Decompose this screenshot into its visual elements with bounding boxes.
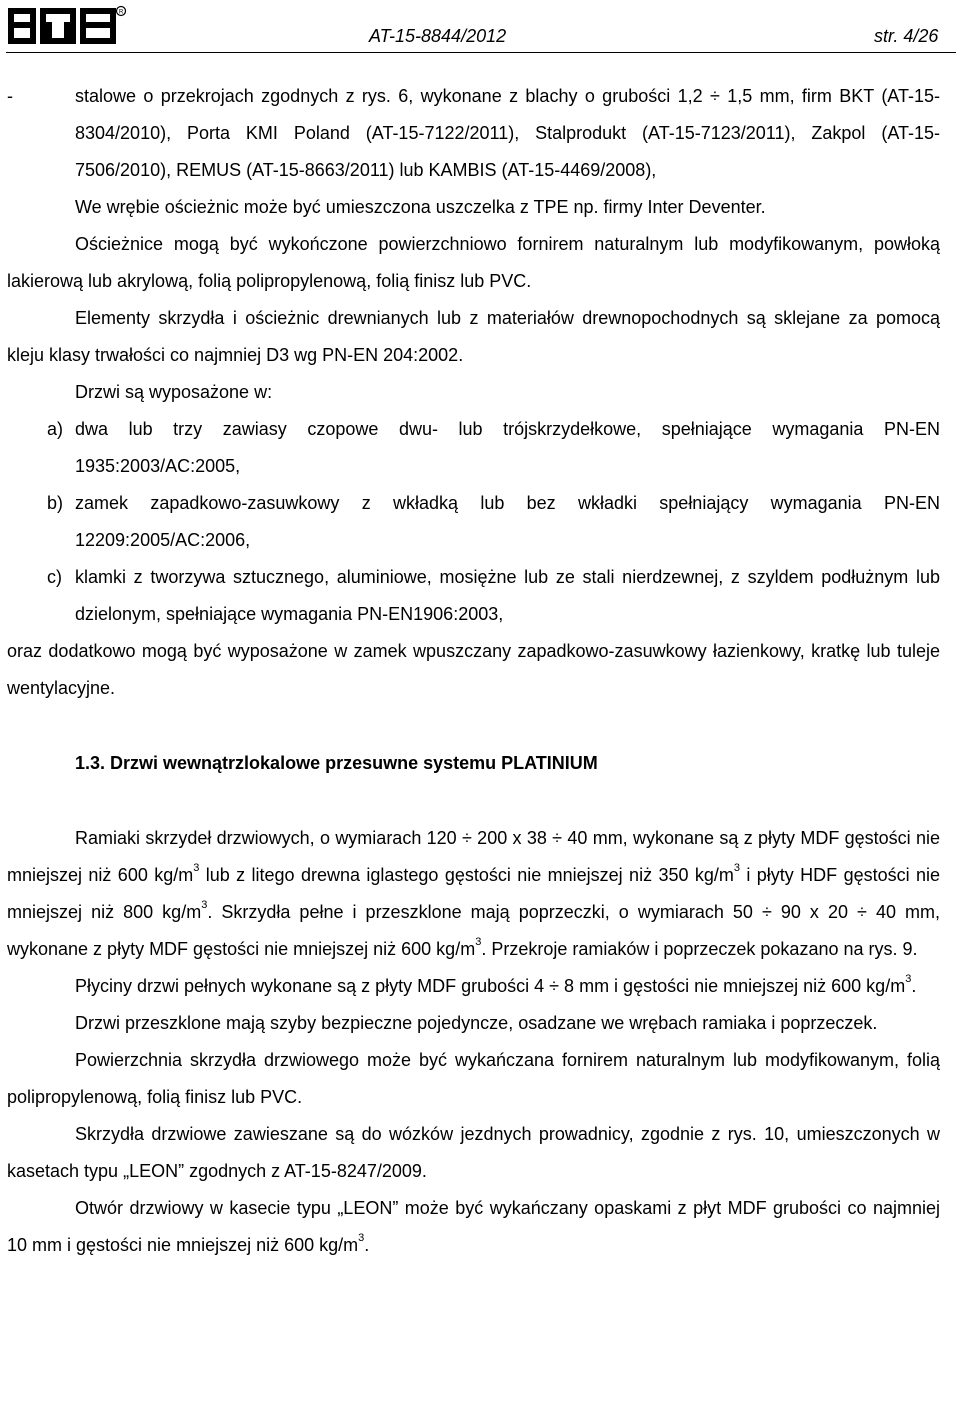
spacer [7,782,940,820]
list-item-text: zamek zapadkowo-zasuwkowy z wkładką lub bez wkładki spełniający wymagania PN-EN 12209:2005/AC:2006, [75,493,940,550]
glue-paragraph: Elementy skrzydła i ościeżnic drewnianych lub z materiałów drewnopochodnych są sklejane za pomocą kleju klasy trwałości co najmniej D3 wg PN-EN 204:2002. [7,308,940,365]
list-marker: - [7,86,13,106]
list-item-text: stalowe o przekrojach zgodnych z rys. 6, wykonane z blachy o grubości 1,2 ÷ 1,5 mm, firm BKT (AT-15-8304/2010), Porta KMI Poland (AT-15-7122/2011), Stalprodukt (AT-15-7123/2011), Zakpol (AT-15-7506/2010), REMUS (AT-15-8663/2011) lub KAMBIS (AT-15-4469/2008), [75,86,940,180]
list-item [7,485,940,559]
additional-equipment-paragraph: oraz dodatkowo mogą być wyposażone w zamek wpuszczany zapadkowo-zasuwkowy łazienkowy, kratkę lub tuleje wentylacyjne. [7,641,940,698]
section-heading: 1.3. Drzwi wewnątrzlokalowe przesuwne systemu PLATINIUM [75,753,598,773]
list-marker: b) [47,493,64,513]
hanging-paragraph: Skrzydła drzwiowe zawieszane są do wózków jezdnych prowadnicy, zgodnie z rys. 10, umieszczonych w kasetach typu „LEON” zgodnych z AT-15-8247/2009. [7,1124,940,1181]
frames-paragraph [7,820,940,968]
list-item-text: dwa lub trzy zawiasy czopowe dwu- lub trójskrzydełkowe, spełniające wymagania PN-EN 1935:2003/AC:2005, [75,419,940,476]
text-run: Płyciny drzwi pełnych wykonane są z płyty MDF grubości 4 ÷ 8 mm i gęstości nie mniejszej niż 600 kg/m [75,976,906,996]
text-run: . Przekroje ramiaków i poprzeczek pokazano na rys. 9. [481,939,918,959]
superscript: 3 [358,1232,365,1244]
list-item-text: klamki z tworzywa sztucznego, aluminiowe, mosiężne lub ze stali nierdzewnej, z szyldem podłużnym lub dzielonym, spełniające wymagania PN-EN1906:2003, [75,567,940,624]
itb-logo [6,4,126,46]
list-item [7,411,940,485]
text-run: . [911,976,917,996]
text-run: lub z litego drewna iglastego gęstości nie mniejszej niż 350 kg/m [199,865,734,885]
text-run: . [364,1235,370,1255]
text-run: Ramiaki skrzydeł drzwiowych, o wymiarach 120 ÷ 200 x 38 ÷ 40 mm, wykonane są z płyty MDF gęstości nie mniejszej niż 600 kg/m [7,828,940,885]
text-run: . Skrzydła pełne i przeszklone mają poprzeczki, o wymiarach 50 ÷ 90 x 20 ÷ 40 mm, wykonane z płyty MDF gęstości nie mniejszej niż 600 kg/m [7,902,940,959]
header-divider [6,52,956,53]
text-run: Otwór drzwiowy w kasecie typu „LEON” może być wykańczany opaskami z płyt MDF grubości co najmniej 10 mm i gęstości nie mniejszej niż 600 kg/m [7,1198,940,1255]
superscript: 3 [475,936,482,948]
page-number: str. 4/26 [874,26,939,46]
document-code: AT-15-8844/2012 [369,26,507,46]
text-run: i płyty HDF gęstości nie mniejszej niż 800 kg/m [7,865,941,922]
steel-frames-item [7,78,940,189]
page-content [7,78,940,1264]
svg-text:R: R [119,9,124,16]
seal-paragraph: We wrębie ościeżnic może być umieszczona uszczelka z TPE np. firmy Inter Deventer. [75,197,766,217]
superscript: 3 [733,862,741,874]
glazed-paragraph: Drzwi przeszklone mają szyby bezpieczne pojedyncze, osadzane we wrębach ramiaka i poprzeczek. [75,1013,878,1033]
superscript: 3 [201,899,208,911]
list-marker: c) [47,567,62,587]
list-marker: a) [47,419,64,439]
surface-paragraph: Powierzchnia skrzydła drzwiowego może być wykańczana fornirem naturalnym lub modyfikowanym, folią polipropylenową, folią finisz lub PVC. [7,1050,940,1107]
equipment-intro: Drzwi są wyposażone w: [75,382,273,402]
superscript: 3 [193,862,200,874]
superscript: 3 [905,973,912,985]
panels-paragraph [7,968,940,1005]
opening-paragraph [7,1190,940,1264]
frame-finish-paragraph: Ościeżnice mogą być wykończone powierzchniowo fornirem naturalnym lub modyfikowanym, powłoką lakierową lub akrylową, folią polipropylenową, folią finisz lub PVC. [7,234,940,291]
list-item [7,559,940,633]
